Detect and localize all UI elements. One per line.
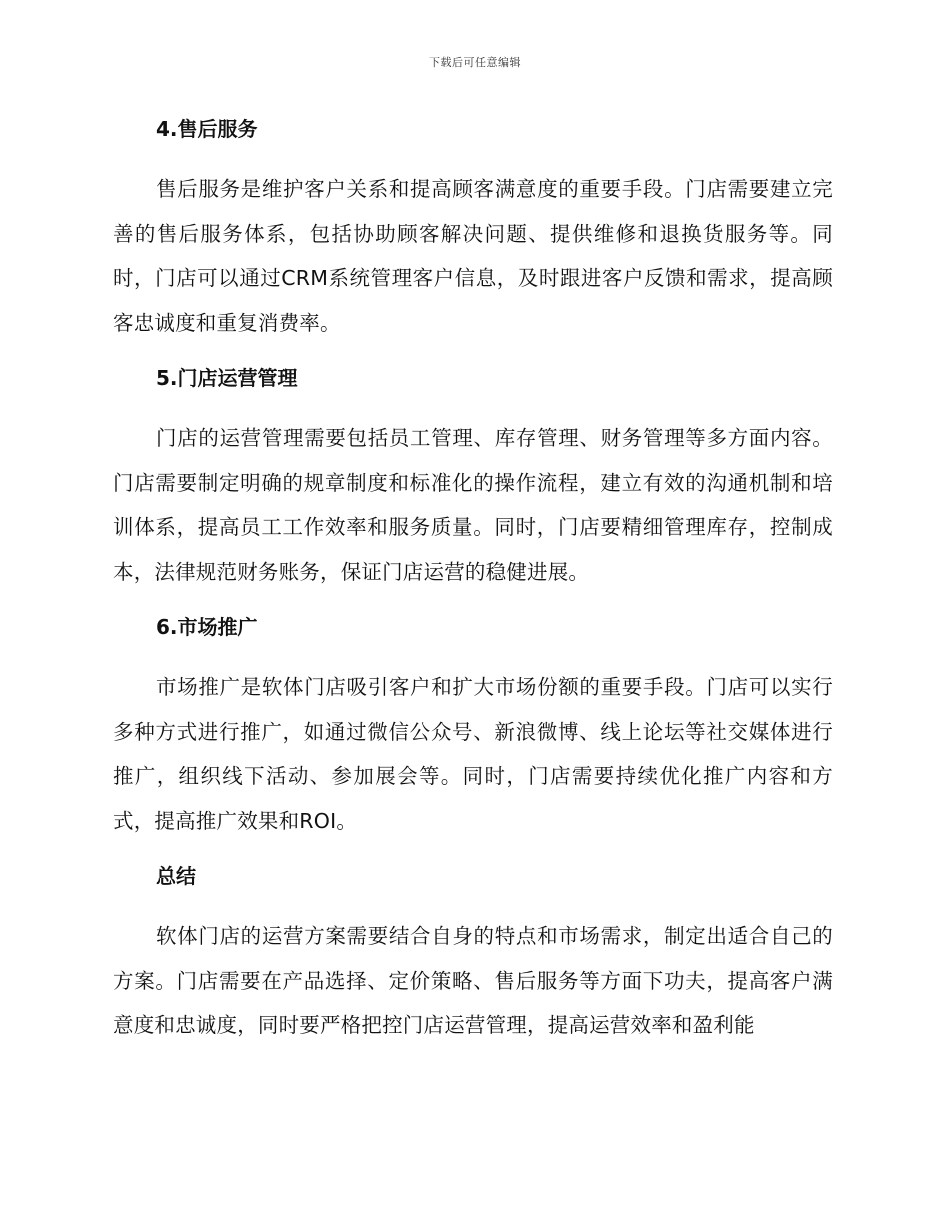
section-heading: 5.门店运营管理 — [156, 366, 298, 390]
page-header: 下载后可任意编辑 — [429, 56, 521, 69]
section-after-sales — [113, 113, 833, 345]
section-paragraph: 软体门店的运营方案需要结合自身的特点和市场需求，制定出适合自己的方案。门店需要在产品选择、定价策略、售后服务等方面下功夫，提高客户满意度和忠诚度，同时要严格把控门店运营管理，提高运营效率和盈利能 — [113, 924, 833, 1037]
section-summary — [113, 860, 833, 1048]
section-marketing — [113, 611, 833, 843]
section-heading: 6.市场推广 — [156, 615, 258, 639]
section-paragraph: 门店的运营管理需要包括员工管理、库存管理、财务管理等多方面内容。门店需要制定明确的规章制度和标准化的操作流程，建立有效的沟通机制和培训体系，提高员工工作效率和服务质量。同时，门店要精细管理库存，控制成本，法律规范财务账务，保证门店运营的稳健进展。 — [113, 426, 833, 584]
section-heading: 总结 — [156, 864, 196, 888]
document-body — [113, 110, 833, 1048]
section-heading: 4.售后服务 — [156, 117, 258, 141]
section-store-operations — [113, 362, 833, 594]
section-paragraph: 售后服务是维护客户关系和提高顾客满意度的重要手段。门店需要建立完善的售后服务体系，包括协助顾客解决问题、提供维修和退换货服务等。同时，门店可以通过CRM系统管理客户信息，及时跟进客户反馈和需求，提高顾客忠诚度和重复消费率。 — [113, 177, 833, 335]
section-paragraph: 市场推广是软体门店吸引客户和扩大市场份额的重要手段。门店可以实行多种方式进行推广，如通过微信公众号、新浪微博、线上论坛等社交媒体进行推广，组织线下活动、参加展会等。同时，门店需要持续优化推广内容和方式，提高推广效果和ROI。 — [113, 675, 833, 833]
